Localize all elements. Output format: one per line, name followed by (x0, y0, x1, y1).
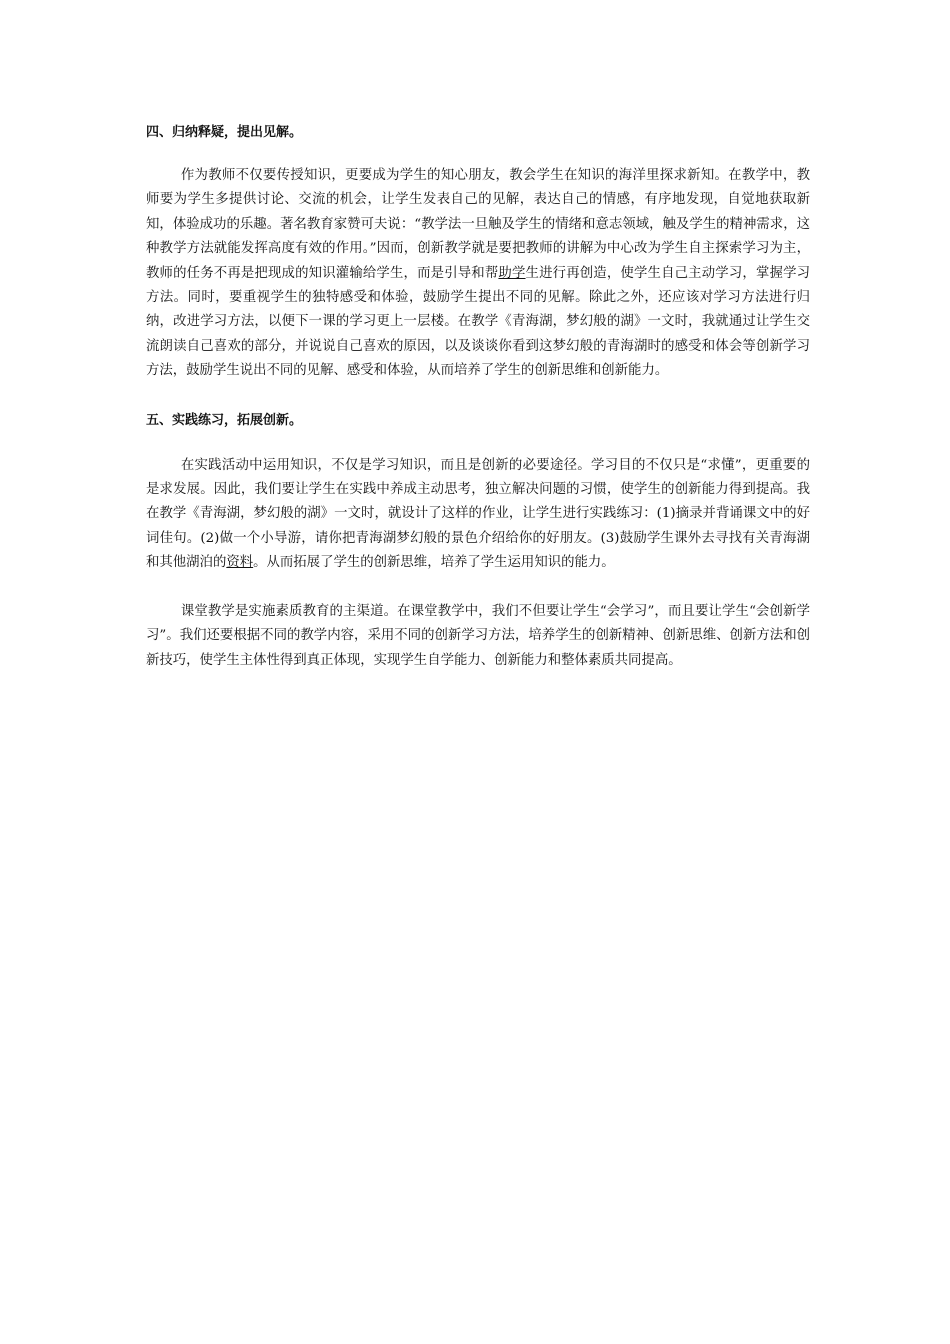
section-5-paragraph (146, 454, 810, 576)
section-4-heading: 四、归纳释疑，提出见解。 (146, 125, 303, 140)
section-4-text-part-2: 生进行再创造，使学生自己主动学习，掌握学习方法。同时，要重视学生的独特感受和体验，鼓励学生提出不同的见解。除此之外，还应该对学习方法进行归纳，改进学习方法，以便下一课的学习更上一层楼。在教学《青海湖，梦幻般的湖》一文时，我就通过让学生交流朗读自己喜欢的部分，并说说自己喜欢的原因，以及谈谈你看到这梦幻般的青海湖时的感受和体会等创新学习方法，鼓励学生说出不同的见解、感受和体验，从而培养了学生的创新思维和创新能力。 (146, 265, 811, 379)
help-learn-link[interactable]: 助学 (498, 265, 526, 281)
materials-link[interactable]: 资料 (226, 555, 254, 571)
section-5-text-part-1: 在实践活动中运用知识，不仅是学习知识，而且是创新的必要途径。学习目的不仅只是“求懂”，更重要的是求发展。因此，我们要让学生在实践中养成主动思考，独立解决问题的习惯，使学生的创新能力得到提高。我在教学《青海湖，梦幻般的湖》一文时，就设计了这样的作业，让学生进行实践练习：(1)摘录并背诵课文中的好词佳句。(2)做一个小导游，请你把青海湖梦幻般的景色介绍给你的好朋友。(3)鼓励学生课外去寻找有关青海湖和其他湖泊的 (146, 457, 810, 571)
section-4-paragraph (146, 164, 810, 384)
document-page (146, 122, 810, 673)
section-4-text-part-1: 作为教师不仅要传授知识，更要成为学生的知心朋友，教会学生在知识的海洋里探求新知。在教学中，教师要为学生多提供讨论、交流的机会，让学生发表自己的见解，表达自己的情感，有序地发现，自觉地获取新知，体验成功的乐趣。著名教育家赞可夫说：“教学法一旦触及学生的情绪和意志领域，触及学生的精神需求，这种教学方法就能发挥高度有效的作用。”因而，创新教学就是要把教师的讲解为中心改为学生自主探索学习为主，教师的任务不再是把现成的知识灌输给学生，而是引导和帮 (146, 168, 810, 281)
section-5-text-part-2: 。从而拓展了学生的创新思维，培养了学生运用知识的能力。 (253, 555, 615, 571)
conclusion-paragraph: 课堂教学是实施素质教育的主渠道。在课堂教学中，我们不但要让学生“会学习”，而且要让学生“会创新学习”。我们还要根据不同的教学内容，采用不同的创新学习方法，培养学生的创新精神、创新思维、创新方法和创新技巧，使学生主体性得到真正体现，实现学生自学能力、创新能力和整体素质共同提高。 (146, 603, 810, 668)
section-5-heading: 五、实践练习，拓展创新。 (146, 412, 303, 428)
